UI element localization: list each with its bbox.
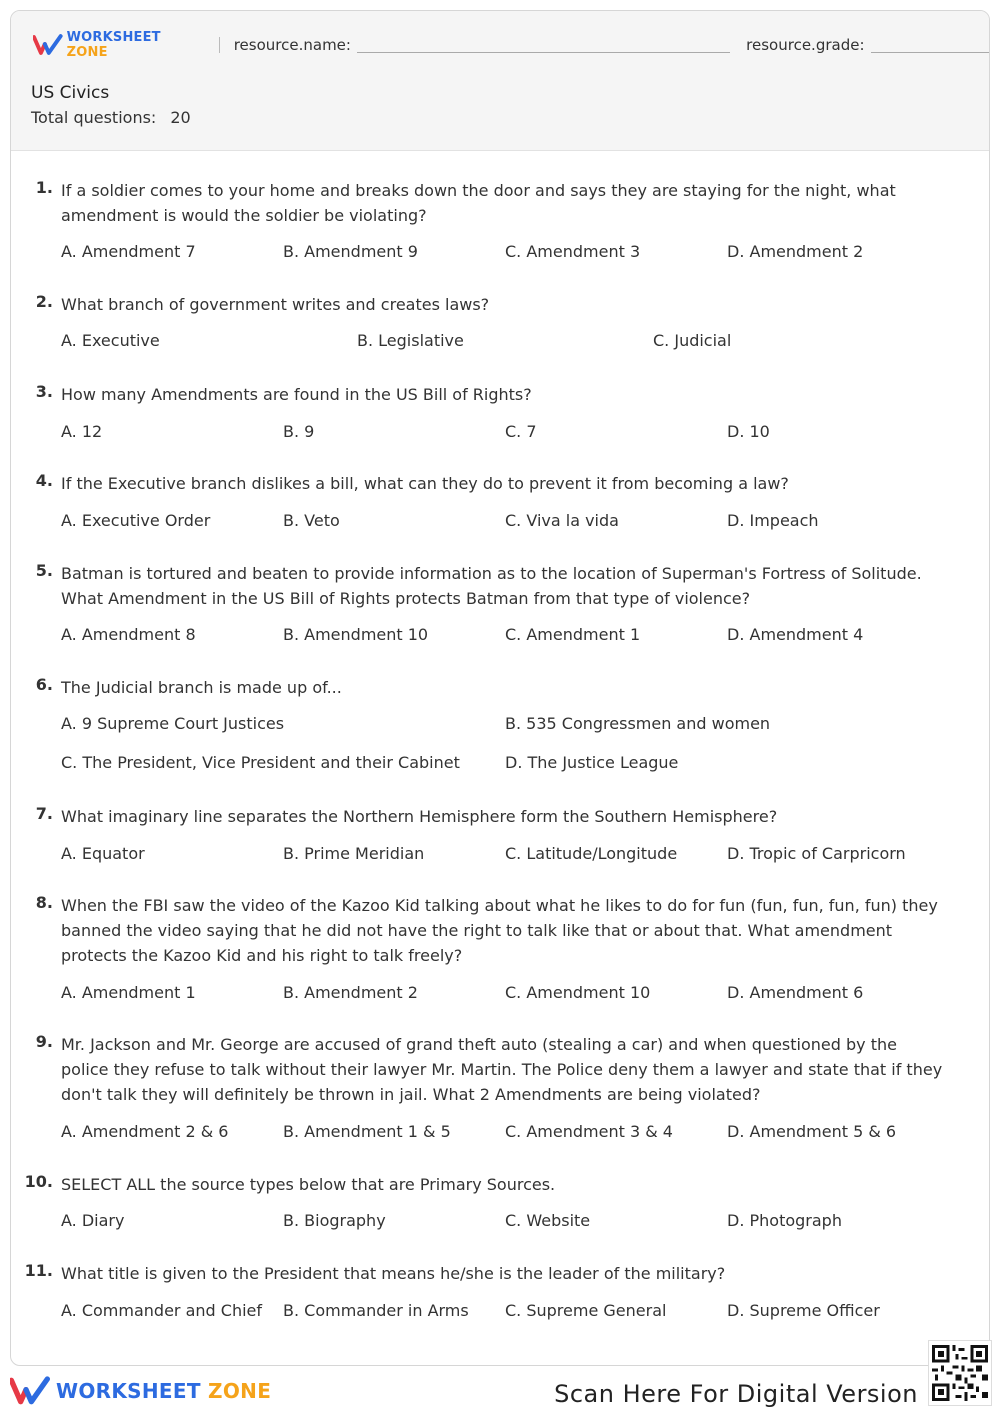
total-questions [31, 108, 191, 127]
option-c[interactable]: C. Amendment 1 [505, 625, 641, 644]
option-b[interactable]: B. Amendment 9 [283, 242, 418, 261]
option-a[interactable]: A. 12 [61, 422, 103, 441]
option-a[interactable]: A. Amendment 2 & 6 [61, 1122, 229, 1141]
question-number: 10. [24, 1172, 53, 1191]
option-b[interactable]: B. 535 Congressmen and women [505, 714, 771, 733]
question-text: What title is given to the President that means he/she is the leader of the military? [61, 1264, 726, 1283]
brand-divider [219, 37, 220, 53]
option-b[interactable]: B. Prime Meridian [283, 844, 425, 863]
option-b[interactable]: B. Veto [283, 511, 340, 530]
option-b[interactable]: B. Amendment 10 [283, 625, 429, 644]
logo-text-worksheet: WORKSHEET [66, 30, 161, 45]
option-a[interactable]: A. Commander and Chief [61, 1301, 262, 1320]
qr-code-icon[interactable] [928, 1340, 992, 1406]
option-a[interactable]: A. 9 Supreme Court Justices [61, 714, 285, 733]
worksheet-header [11, 11, 989, 151]
option-b[interactable]: B. Biography [283, 1211, 386, 1230]
option-d[interactable]: D. Supreme Officer [727, 1301, 880, 1320]
question-text: If the Executive branch dislikes a bill, what can they do to prevent it from becoming a law? [61, 474, 789, 493]
scan-instruction: Scan Here For Digital Version [554, 1380, 918, 1408]
option-b[interactable]: B. Legislative [357, 331, 464, 350]
option-c[interactable]: C. Amendment 10 [505, 983, 651, 1002]
option-b[interactable]: B. Amendment 1 & 5 [283, 1122, 451, 1141]
question-text: SELECT ALL the source types below that are Primary Sources. [61, 1175, 556, 1194]
total-questions-value: 20 [170, 108, 191, 127]
option-d[interactable]: D. Tropic of Carpricorn [727, 844, 906, 863]
worksheet-page [10, 10, 990, 1366]
question-text: What branch of government writes and creates laws? [61, 295, 490, 314]
logo-mark-icon [10, 1376, 50, 1406]
question-text: How many Amendments are found in the US Bill of Rights? [61, 385, 532, 404]
logo-mark-icon [33, 34, 63, 56]
option-c[interactable]: C. Supreme General [505, 1301, 667, 1320]
option-c[interactable]: C. Website [505, 1211, 591, 1230]
question-text: The Judicial branch is made up of... [61, 678, 342, 697]
option-c[interactable]: C. Latitude/Longitude [505, 844, 678, 863]
option-d[interactable]: D. The Justice League [505, 753, 679, 772]
option-d[interactable]: D. Impeach [727, 511, 819, 530]
option-c[interactable]: C. Judicial [653, 331, 732, 350]
question-text: When the FBI saw the video of the Kazoo Kid talking about what he likes to do for fun (fun, fun, fun, fun) they banned the video saying that he did not have the right to talk like that or about that. What amendment protects the Kazoo Kid and his right to talk freely? [61, 896, 938, 965]
qr-code-graphic [929, 1341, 991, 1405]
resource-name-label: resource.name: [233, 36, 351, 54]
option-d[interactable]: D. Amendment 6 [727, 983, 864, 1002]
option-d[interactable]: D. 10 [727, 422, 770, 441]
question-number: 2. [35, 292, 53, 311]
resource-grade-label: resource.grade: [746, 36, 865, 54]
option-a[interactable]: A. Diary [61, 1211, 125, 1230]
option-b[interactable]: B. Amendment 2 [283, 983, 418, 1002]
option-c[interactable]: C. Viva la vida [505, 511, 619, 530]
question-text: Mr. Jackson and Mr. George are accused of grand theft auto (stealing a car) and when questioned by the police they refuse to talk without their lawyer Mr. Martin. The Police deny them a lawyer and state that if they don't talk they will definitely be thrown in jail. What 2 Amendments are being violated? [61, 1035, 943, 1104]
worksheet-title: US Civics [31, 83, 110, 103]
question-number: 11. [24, 1261, 53, 1280]
question-number: 9. [35, 1032, 53, 1051]
resource-grade-field[interactable] [871, 37, 989, 53]
question-number: 5. [35, 561, 53, 580]
question-number: 1. [35, 178, 53, 197]
option-c[interactable]: C. 7 [505, 422, 537, 441]
question-number: 6. [35, 675, 53, 694]
option-a[interactable]: A. Executive [61, 331, 160, 350]
question-number: 8. [35, 893, 53, 912]
option-a[interactable]: A. Amendment 8 [61, 625, 196, 644]
logo-text-zone: ZONE [66, 45, 108, 60]
logo-text-zone: ZONE [208, 1379, 272, 1403]
option-d[interactable]: D. Amendment 2 [727, 242, 864, 261]
footer-logo [10, 1376, 271, 1406]
option-d[interactable]: D. Photograph [727, 1211, 842, 1230]
page-footer [0, 1366, 1000, 1414]
option-b[interactable]: B. 9 [283, 422, 315, 441]
question-text: If a soldier comes to your home and breaks down the door and says they are staying for the night, what amendment is would the soldier be violating? [61, 181, 896, 225]
option-a[interactable]: A. Executive Order [61, 511, 211, 530]
option-d[interactable]: D. Amendment 4 [727, 625, 864, 644]
worksheet-zone-logo [33, 30, 205, 60]
option-d[interactable]: D. Amendment 5 & 6 [727, 1122, 897, 1141]
logo-text-worksheet: WORKSHEET [56, 1379, 201, 1403]
question-number: 4. [35, 471, 53, 490]
question-text: What imaginary line separates the Northern Hemisphere form the Southern Hemisphere? [61, 807, 778, 826]
option-a[interactable]: A. Equator [61, 844, 145, 863]
total-questions-label: Total questions: [31, 108, 157, 127]
brand-row [33, 30, 989, 60]
question-number: 7. [35, 804, 53, 823]
question-text: Batman is tortured and beaten to provide information as to the location of Superman's Fortress of Solitude. What Amendment in the US Bill of Rights protects Batman from that type of violence? [61, 564, 922, 608]
option-a[interactable]: A. Amendment 7 [61, 242, 196, 261]
question-number: 3. [35, 382, 53, 401]
option-c[interactable]: C. Amendment 3 [505, 242, 641, 261]
resource-name-field[interactable] [357, 37, 730, 53]
option-c[interactable]: C. The President, Vice President and their Cabinet [61, 753, 460, 772]
option-c[interactable]: C. Amendment 3 & 4 [505, 1122, 673, 1141]
option-b[interactable]: B. Commander in Arms [283, 1301, 469, 1320]
option-a[interactable]: A. Amendment 1 [61, 983, 196, 1002]
